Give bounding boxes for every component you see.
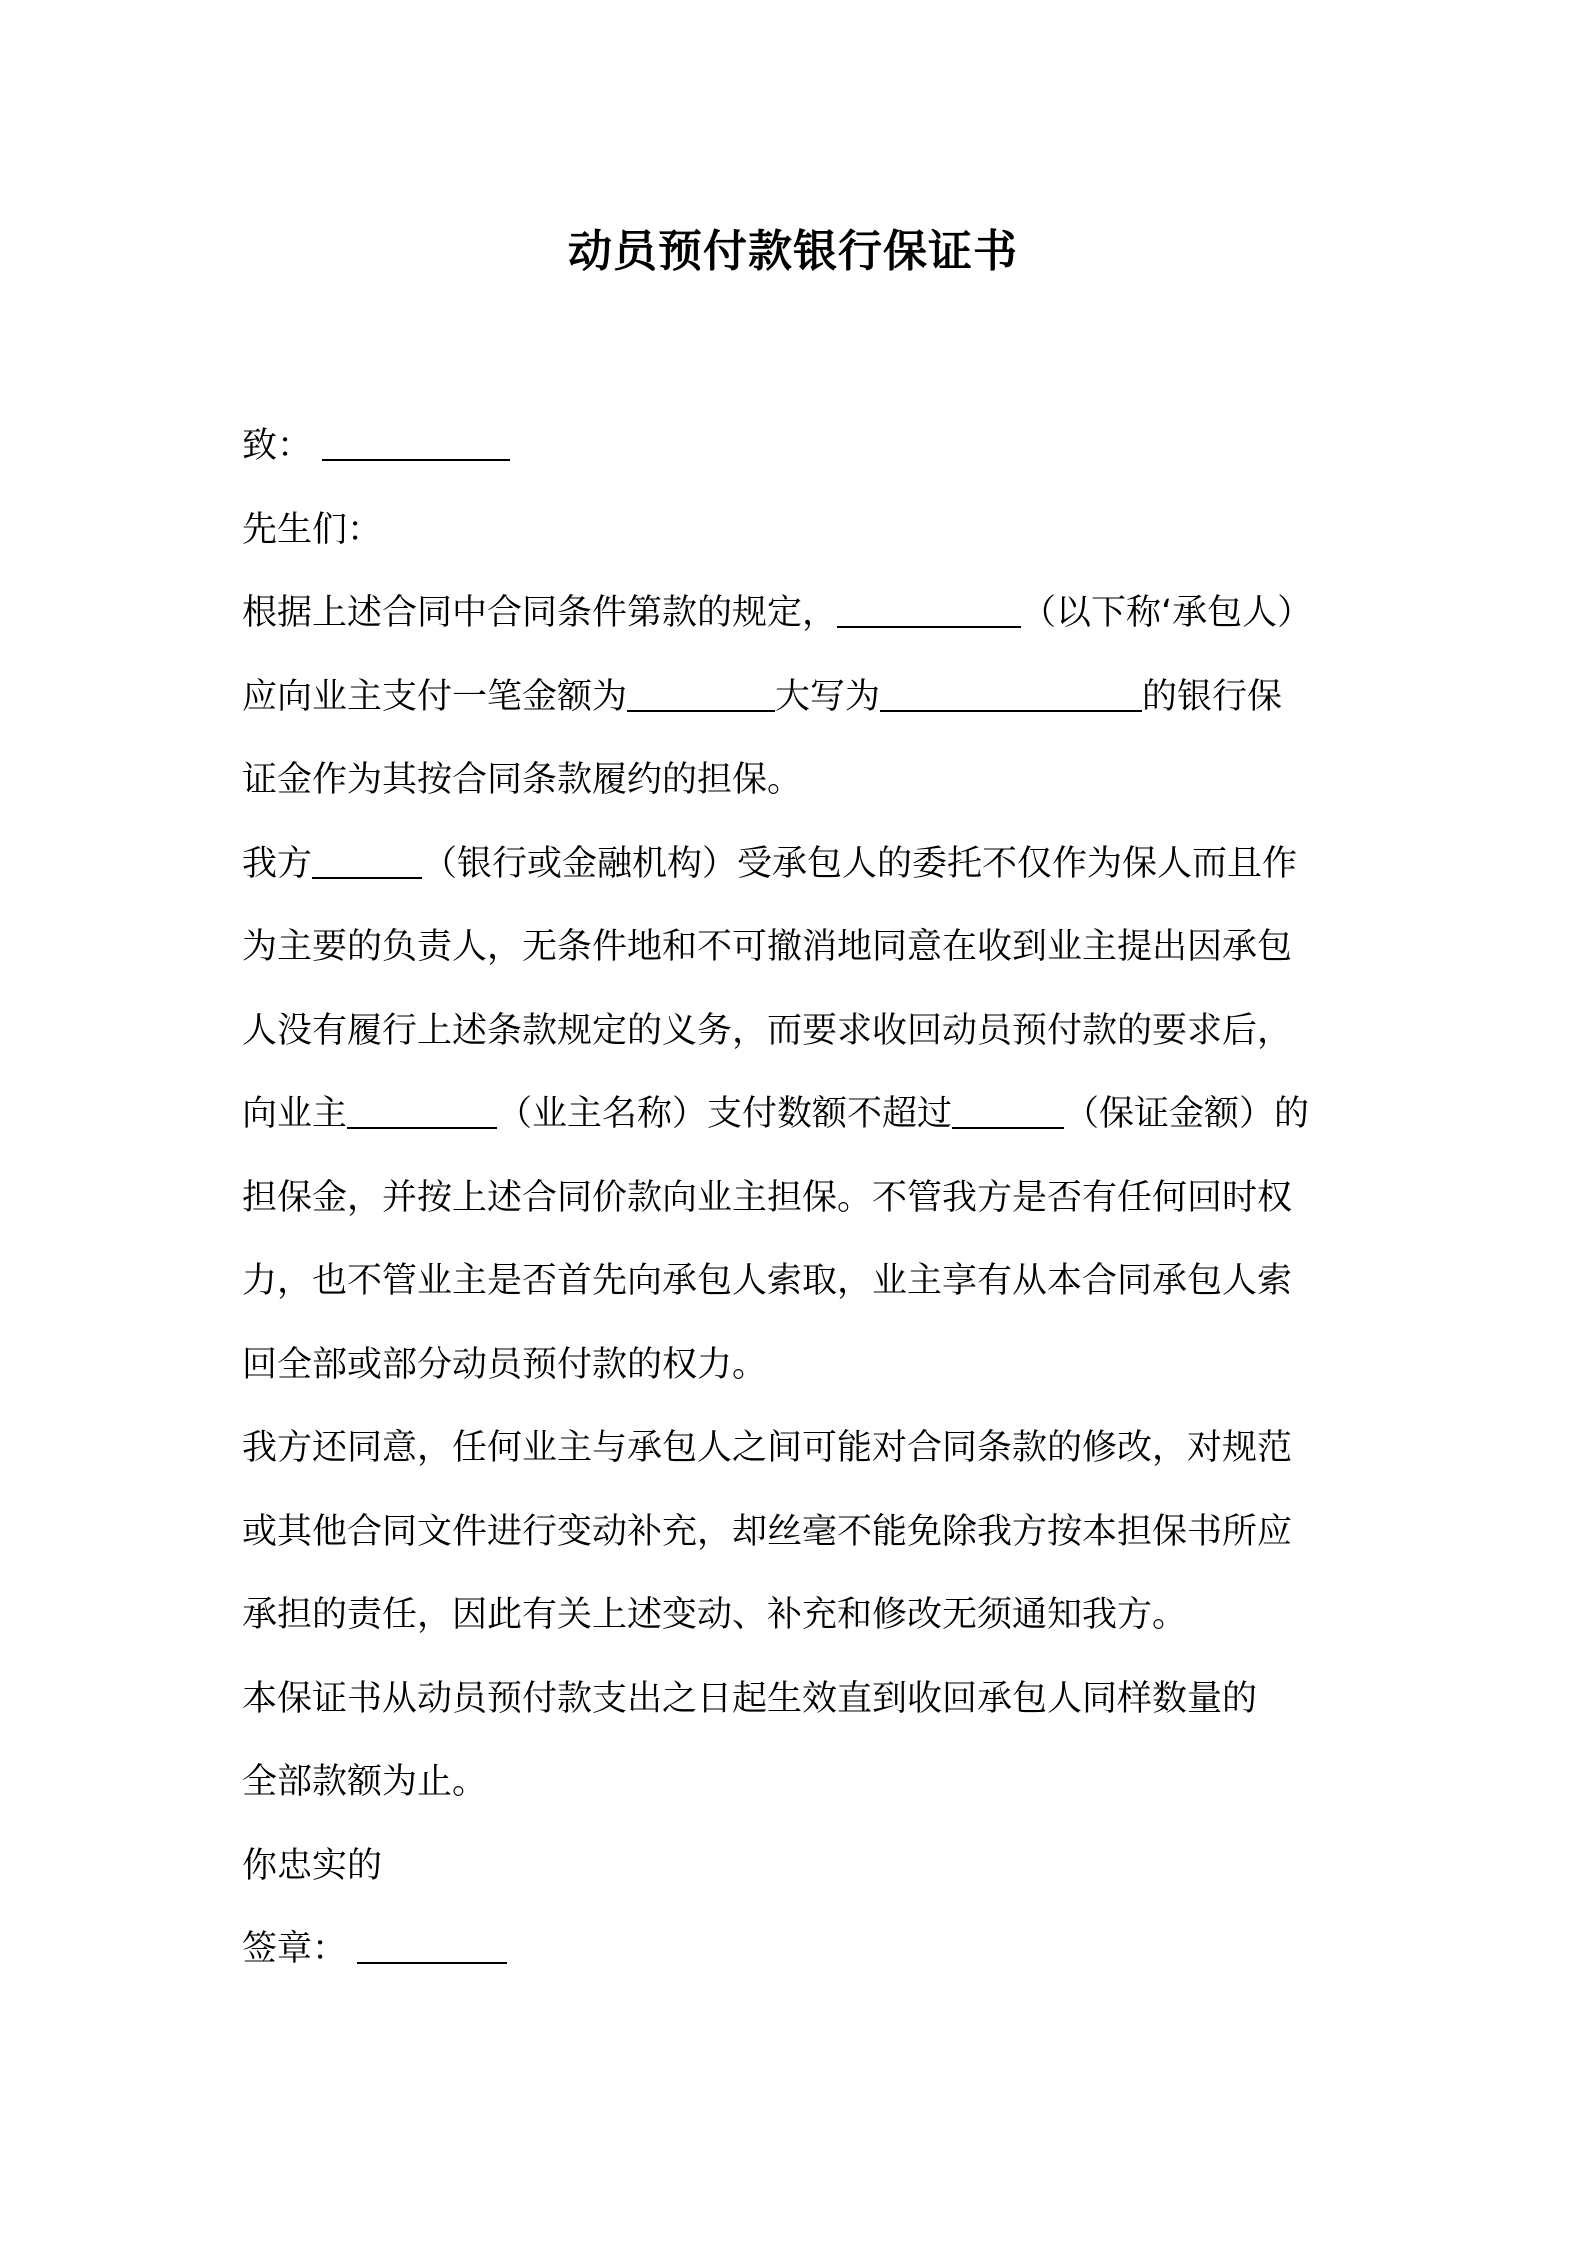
signature-line: [242, 1908, 1372, 1992]
paragraph-1-line-1: [242, 572, 1372, 656]
text-segment: 人没有履行上述条款规定的义务，而要求收回动员预付款的要求后，: [242, 1010, 1293, 1051]
text-segment: 回全部或部分动员预付款的权力。: [242, 1344, 768, 1385]
paragraph-1-line-2: [242, 656, 1372, 740]
paragraph-2-line-6: [242, 1240, 1372, 1324]
signature-blank: [357, 1927, 507, 1964]
paragraph-2-line-7: [242, 1324, 1372, 1408]
addressee-blank: [322, 424, 510, 461]
to-label: 致：: [242, 426, 313, 466]
closing-line: [242, 1825, 1372, 1909]
text-segment: 力，也不管业主是否首先向承包人索取，业主享有从本合同承包人索: [242, 1261, 1293, 1301]
bank-name-blank: [312, 842, 422, 879]
owner-name-blank: [347, 1092, 497, 1129]
text-segment: （以下称‘承包人）: [1021, 593, 1313, 633]
paragraph-3-line-1: [242, 1407, 1372, 1491]
document-title: 动员预付款银行保证书: [568, 226, 1018, 277]
signature-label: 签章：: [242, 1929, 348, 1969]
paragraph-4-line-2: [242, 1741, 1372, 1825]
paragraph-4-line-1: [242, 1658, 1372, 1742]
contractor-blank: [837, 591, 1021, 628]
text-segment: （银行或金融机构）受承包人的委托不仅作为保人而且作: [422, 843, 1298, 884]
amount-in-words-blank: [880, 675, 1142, 712]
text-segment: 为主要的负责人，无条件地和不可撤消地同意在收到业主提出因承包: [242, 927, 1293, 967]
paragraph-2-line-5: [242, 1157, 1372, 1241]
text-segment: 本保证书从动员预付款支出之日起生效直到收回承包人同样数量的: [242, 1678, 1258, 1719]
paragraph-2-line-1: [242, 823, 1372, 907]
paragraph-2-line-3: [242, 990, 1372, 1074]
text-segment: 的银行保: [1142, 676, 1283, 717]
text-segment: 承担的责任，因此有关上述变动、补充和修改无须通知我方。: [242, 1595, 1188, 1635]
addressee-line: [242, 405, 1372, 489]
sirs-text: 先生们：: [242, 509, 383, 550]
paragraph-3-line-3: [242, 1574, 1372, 1658]
closing-text: 你忠实的: [242, 1845, 383, 1886]
paragraph-2-line-4: [242, 1073, 1372, 1157]
salutation-line: [242, 489, 1372, 573]
text-segment: 应向业主支付一笔金额为: [242, 676, 628, 717]
text-segment: 我方还同意，任何业主与承包人之间可能对合同条款的修改，对规范: [242, 1428, 1293, 1468]
amount-blank: [627, 675, 775, 712]
text-segment: 向业主: [242, 1094, 348, 1134]
text-segment: 大写为: [775, 676, 881, 717]
guarantee-amount-blank: [952, 1092, 1064, 1129]
text-segment: 根据上述合同中合同条件第款的规定，: [242, 593, 838, 633]
paragraph-2-line-2: [242, 906, 1372, 990]
text-segment: 担保金，并按上述合同价款向业主担保。不管我方是否有任何回时权: [242, 1177, 1293, 1218]
text-segment: 全部款额为止。: [242, 1762, 488, 1802]
paragraph-1-line-3: [242, 739, 1372, 823]
text-segment: 证金作为其按合同条款履约的担保。: [242, 760, 803, 800]
text-segment: 或其他合同文件进行变动补充，却丝毫不能免除我方按本担保书所应: [242, 1511, 1293, 1552]
text-segment: （业主名称）支付数额不超过: [497, 1094, 953, 1134]
document-body: [242, 405, 1372, 1992]
paragraph-3-line-2: [242, 1491, 1372, 1575]
text-segment: 我方: [242, 843, 313, 884]
text-segment: （保证金额）的: [1064, 1094, 1310, 1134]
